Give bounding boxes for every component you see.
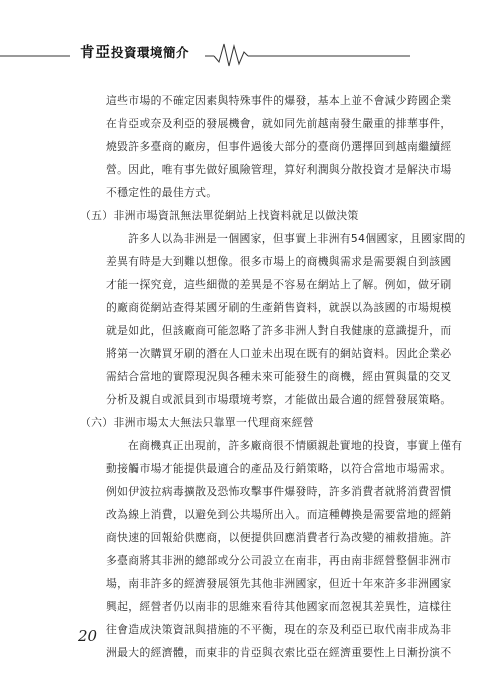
body-text-line: 營。因此，唯有事先做好風險管理，算好利潤與分散投資才是解決市場 — [106, 163, 452, 176]
body-text-line: 往會造成決策資訊與措施的不平衡，現在的奈及利亞已取代南非成為非 — [106, 623, 452, 636]
body-text-line: 差異有時是大到難以想像。很多市場上的商機與需求是需要親自到該國 — [106, 255, 452, 268]
body-text-line: 在肯亞或奈及利亞的發展機會，就如同先前越南發生嚴重的排華事件， — [106, 117, 452, 130]
body-text-line: 在商機真正出現前，許多廠商很不情願親赴實地的投資，事實上僅有 — [128, 439, 463, 452]
body-text-line: 這些市場的不確定因素與特殊事件的爆發，基本上並不會減少跨國企業 — [106, 94, 452, 107]
body-text-line: 改為線上消費，以避免到公共場所出入。而這種轉換是需要當地的經銷 — [106, 508, 452, 521]
body-text-line: 動接觸市場才能提供最適合的產品及行銷策略，以符合當地市場需求。 — [106, 462, 452, 475]
body-text-line: 分析及親自或派員到市場環境考察，才能做出最合適的經營發展策略。 — [106, 393, 452, 406]
body-text-line: 例如伊波拉病毒擴散及恐怖攻擊事件爆發時，許多消費者就將消費習慣 — [106, 485, 452, 498]
body-text-line: 將第一次購買牙刷的潛在人口並未出現在既有的網站資料。因此企業必 — [106, 347, 452, 360]
body-text-line: 需結合當地的實際現況與各種未來可能發生的商機，經由質與量的交叉 — [106, 370, 452, 383]
body-text-line: 場，南非許多的經濟發展領先其他非洲國家，但近十年來許多非洲國家 — [106, 577, 452, 590]
body-text-line: 許多人以為非洲是一個國家，但事實上非洲有54個國家，且國家間的 — [128, 232, 466, 245]
body-text-line: 才能一探究竟，這些細微的差異是不容易在網站上了解。例如，做牙刷 — [106, 278, 452, 291]
body-text-line: 就是如此，但該廠商可能忽略了許多非洲人對自我健康的意識提升，而 — [106, 324, 452, 337]
header-title-sub: 投資環境簡介 — [111, 45, 190, 60]
body-text-line: 洲最大的經濟體，而東非的肯亞與衣索比亞在經濟重要性上日漸扮演不 — [106, 646, 452, 659]
page-number: 20 — [78, 627, 98, 645]
body-text-line: 的廠商從網站查得某國牙刷的生產銷售資料，就誤以為該國的市場規模 — [106, 301, 452, 314]
body-text-line: 興起，經營者仍以南非的思維來看待其他國家而忽視其差異性，這樣往 — [106, 600, 452, 613]
body-text-line: 不穩定性的最佳方式。 — [106, 186, 218, 199]
body-text-line: 多臺商將其非洲的總部或分公司設立在南非，再由南非經營整個非洲市 — [106, 554, 452, 567]
section-heading: （五）非洲市場資訊無法單從網站上找資料就足以做決策 — [80, 209, 359, 222]
header-title-main: 肯亞 — [80, 45, 111, 61]
body-text-line: 燒毀許多臺商的廠房，但事件過後大部分的臺商仍選擇回到越南繼續經 — [106, 140, 452, 153]
body-text-line: 商快速的回報給供應商，以便提供回應消費者行為改變的補救措施。許 — [106, 531, 452, 544]
section-heading: （六）非洲市場太大無法只靠單一代理商來經營 — [80, 416, 315, 429]
